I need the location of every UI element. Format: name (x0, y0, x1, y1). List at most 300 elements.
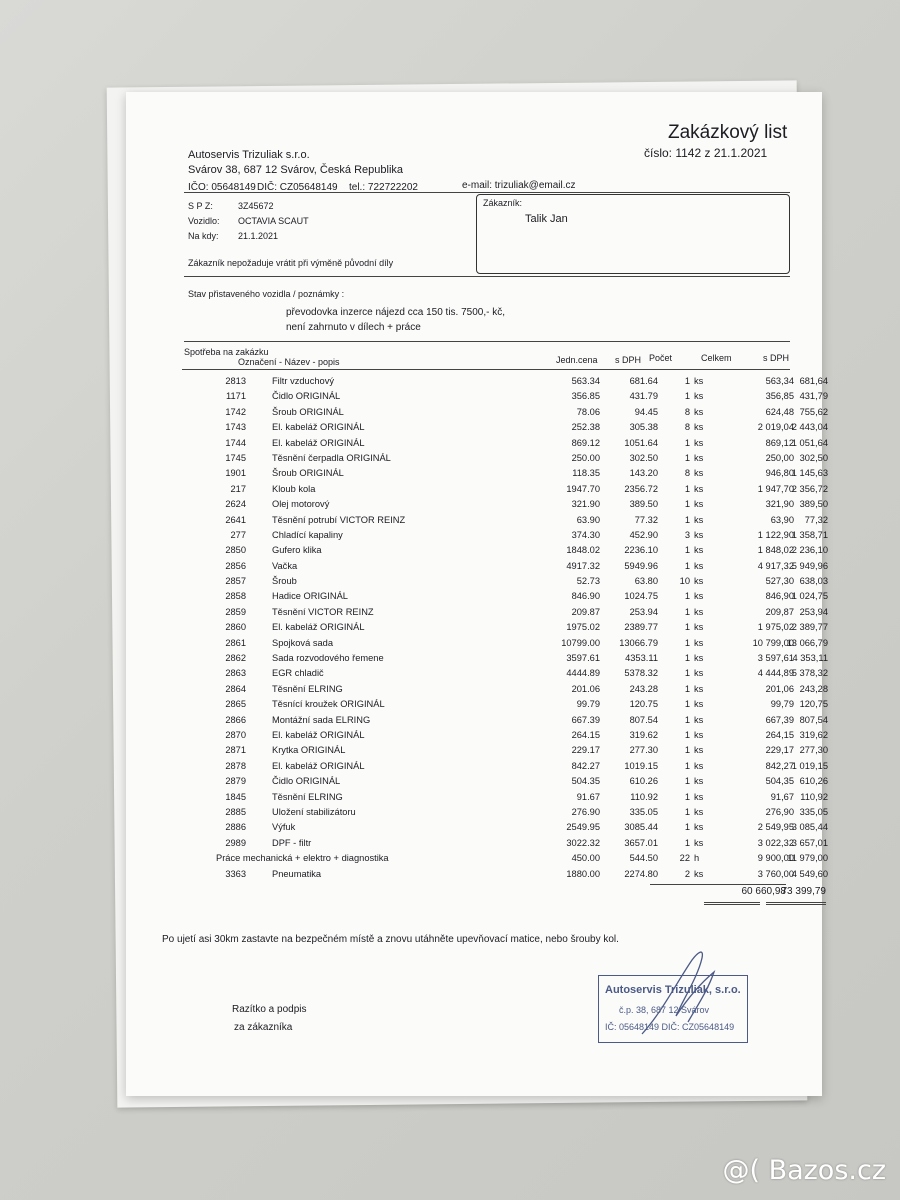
item-total-vat: 431,79 (799, 391, 828, 402)
item-unit-price: 504.35 (571, 776, 600, 787)
item-total-vat: 1 019,15 (791, 760, 828, 771)
item-unit-vat: 13066.79 (619, 637, 658, 648)
item-code: 2989 (225, 837, 246, 848)
table-row (126, 837, 828, 853)
item-name: Montážní sada ELRING (272, 714, 371, 725)
item-total-vat: 110,92 (800, 791, 828, 802)
item-total: 3 597,61 (757, 653, 794, 664)
item-total: 563,34 (765, 376, 794, 386)
item-name: Olej motorový (272, 499, 330, 510)
return-parts-note: Zákazník nepožaduje vrátit při výměně původní díly (188, 258, 394, 268)
item-unit-price: 118.35 (572, 468, 600, 479)
table-row (126, 729, 828, 745)
item-total-vat: 13 066,79 (786, 637, 828, 648)
item-total: 91,67 (770, 791, 794, 802)
item-name: Pneumatika (272, 868, 322, 879)
item-unit: ks (694, 622, 704, 633)
item-total-vat: 3 085,44 (791, 822, 828, 833)
item-unit-vat: 431.79 (629, 391, 658, 402)
signature-scribble (632, 942, 732, 1042)
item-qty: 1 (684, 683, 690, 694)
item-total-vat: 2 389,77 (791, 622, 828, 633)
sum-total-vat: 73 399,79 (781, 886, 826, 897)
item-unit: ks (694, 776, 704, 787)
item-total: 209,87 (765, 606, 794, 617)
item-code: 1745 (225, 452, 246, 463)
item-unit: ks (694, 376, 704, 386)
item-unit: ks (694, 729, 704, 740)
item-unit-vat: 63.80 (634, 576, 658, 587)
item-total-vat: 1 145,63 (791, 468, 828, 479)
item-total: 1 947,70 (757, 483, 794, 494)
item-total: 3 022,32 (757, 837, 794, 848)
order-number: číslo: 1142 z 21.1.2021 (644, 146, 768, 160)
sum-underline (704, 902, 760, 905)
item-total-vat: 2 443,04 (791, 422, 828, 433)
item-unit-price: 63.90 (576, 514, 600, 525)
item-qty: 1 (684, 452, 690, 463)
item-unit-price: 374.30 (571, 529, 600, 540)
item-name: Šroub ORIGINÁL (272, 406, 344, 417)
item-code: 2641 (225, 514, 246, 525)
stamp-ids: IČ: 05648149 DIČ: CZ05648149 (605, 1022, 735, 1032)
table-row (126, 591, 828, 606)
item-total: 2 019,04 (757, 422, 794, 433)
item-unit: ks (694, 514, 704, 525)
item-code: 2624 (225, 499, 246, 510)
item-code: 2861 (225, 637, 246, 648)
table-row (126, 791, 828, 807)
item-name: Krytka ORIGINÁL (272, 745, 346, 756)
item-unit-price: 4917.32 (566, 560, 600, 571)
item-qty: 8 (684, 468, 690, 479)
bazos-watermark: @( Bazos.cz (722, 1155, 886, 1186)
table-row (126, 637, 828, 653)
item-total: 842,27 (765, 760, 794, 771)
item-unit-price: 52.73 (576, 576, 600, 587)
item-total: 1 848,02 (757, 545, 794, 556)
item-code: 2859 (225, 606, 246, 617)
item-total-vat: 3 657,01 (791, 837, 828, 848)
item-name: DPF - filtr (272, 837, 312, 848)
item-qty: 1 (684, 806, 690, 817)
company-ico: IČO: 05648149 (188, 182, 256, 193)
company-tel: tel.: 722722202 (349, 182, 418, 193)
table-row (126, 514, 828, 530)
table-row (126, 822, 828, 837)
document-title: Zakázkový list (668, 122, 788, 143)
item-unit-vat: 253.94 (629, 606, 658, 617)
item-unit-price: 563.34 (571, 376, 600, 386)
item-code: 1744 (225, 437, 246, 448)
totals-divider (650, 884, 786, 885)
table-row (126, 745, 828, 760)
item-qty: 1 (684, 637, 690, 648)
items-table (126, 376, 828, 884)
item-unit-vat: 5378.32 (624, 668, 658, 679)
item-unit-price: 450.00 (571, 853, 600, 864)
item-code: 2857 (225, 576, 246, 587)
item-unit-vat: 1019.15 (624, 760, 658, 771)
wheel-warning: Po ujetí asi 30km zastavte na bezpečném místě a znovu utáhněte upevňovací matice, nebo šrouby kol. (162, 934, 619, 945)
table-row (126, 668, 828, 683)
item-name: Čidlo ORIGINÁL (272, 391, 341, 402)
table-row (126, 437, 828, 453)
item-name: Sada rozvodového řemene (272, 653, 384, 664)
item-name: Gufero klika (272, 545, 322, 556)
spz-value: 3Z45672 (238, 201, 274, 211)
item-name: Těsnící kroužek ORIGINÁL (272, 699, 385, 710)
remarks-label: Stav přistaveného vozidla / poznámky : (188, 289, 345, 299)
item-code: 2885 (225, 806, 246, 817)
stamp-address: č.p. 38, 687 12 Svárov (619, 1005, 710, 1015)
item-qty: 1 (684, 622, 690, 633)
item-unit: ks (694, 437, 704, 448)
item-qty: 8 (684, 422, 690, 433)
item-qty: 1 (684, 606, 690, 617)
item-unit: ks (694, 483, 704, 494)
company-dic: DIČ: CZ05648149 (257, 182, 338, 193)
table-row (126, 483, 828, 499)
item-code: 2860 (225, 622, 246, 633)
item-unit-vat: 335.05 (629, 806, 658, 817)
remarks-line-2: není zahrnuto v dílech + práce (286, 322, 421, 333)
item-unit-vat: 143.20 (629, 468, 658, 479)
item-qty: 1 (684, 745, 690, 756)
customer-box (476, 194, 790, 274)
header-unit-price: Jedn.cena (556, 355, 598, 365)
item-total: 846,90 (765, 591, 794, 602)
table-row (126, 622, 828, 637)
item-unit: ks (694, 868, 704, 879)
item-unit-price: 229.17 (571, 745, 600, 756)
table-row (126, 653, 828, 668)
item-total: 276,90 (765, 806, 794, 817)
item-unit-vat: 302.50 (629, 452, 658, 463)
item-unit-vat: 2236.10 (624, 545, 658, 556)
item-unit: h (694, 853, 700, 864)
item-name: Kloub kola (272, 483, 316, 494)
item-total-vat: 2 236,10 (791, 545, 828, 556)
vehicle-label: Vozidlo: (188, 216, 220, 226)
item-unit-price: 1880.00 (566, 868, 600, 879)
item-qty: 22 (679, 853, 690, 864)
table-row (126, 468, 828, 483)
item-unit-price: 3022.32 (566, 837, 600, 848)
item-qty: 1 (684, 791, 690, 802)
item-qty: 1 (684, 668, 690, 679)
item-name: Šroub ORIGINÁL (272, 468, 344, 479)
item-total-vat: 4 549,60 (791, 868, 828, 879)
item-total-vat: 4 353,11 (792, 653, 828, 664)
item-total-vat: 77,32 (804, 514, 828, 525)
item-code: 2858 (225, 591, 246, 602)
item-qty: 3 (684, 529, 690, 540)
item-name: El. kabeláž ORIGINÁL (272, 422, 365, 433)
table-row (126, 714, 828, 730)
item-code: 2864 (225, 683, 246, 694)
item-total-vat: 243,28 (799, 683, 828, 694)
item-total: 201,06 (765, 683, 794, 694)
item-qty: 1 (684, 437, 690, 448)
item-total: 63,90 (770, 514, 794, 525)
item-unit: ks (694, 422, 704, 433)
item-code: 1845 (225, 791, 246, 802)
item-code: 1742 (225, 406, 246, 417)
header-name: Označení - Název - popis (238, 357, 340, 367)
item-unit-price: 846.90 (571, 591, 600, 602)
item-name: Výfuk (272, 822, 296, 833)
item-unit-vat: 77.32 (634, 514, 658, 525)
item-code: 2878 (225, 760, 246, 771)
item-unit: ks (694, 806, 704, 817)
item-name: Těsnění potrubí VICTOR REINZ (272, 514, 406, 525)
stamp-name: Autoservis Trizuliak, s.r.o. (605, 984, 741, 996)
table-row (126, 391, 828, 406)
item-total: 4 444,89 (757, 668, 794, 679)
item-qty: 1 (684, 776, 690, 787)
item-name: Těsnění čerpadla ORIGINÁL (272, 452, 391, 463)
item-code: 217 (230, 483, 246, 494)
header-qty: Počet (649, 353, 673, 363)
item-unit-vat: 3085.44 (624, 822, 658, 833)
item-unit-vat: 544.50 (629, 853, 658, 864)
item-code: 1901 (225, 468, 246, 479)
item-name: Chladící kapaliny (272, 529, 343, 540)
item-unit-vat: 4353.11 (625, 653, 658, 664)
item-unit-vat: 1024.75 (624, 591, 658, 602)
item-code: 2863 (225, 668, 246, 679)
sum-vat-underline (766, 902, 826, 905)
item-name: Těsnění ELRING (272, 683, 343, 694)
item-unit: ks (694, 791, 704, 802)
item-total-vat: 1 051,64 (791, 437, 828, 448)
table-row (126, 529, 828, 545)
item-unit-price: 3597.61 (566, 653, 600, 664)
item-unit: ks (694, 391, 704, 402)
item-total: 504,35 (765, 776, 794, 787)
table-row (126, 699, 828, 714)
item-name: Vačka (272, 560, 298, 571)
item-total-vat: 335,05 (799, 806, 828, 817)
item-name: Těsnění ELRING (272, 791, 343, 802)
item-unit-vat: 319.62 (629, 729, 658, 740)
item-unit-price: 264.15 (571, 729, 600, 740)
item-total-vat: 11 979,00 (787, 853, 828, 864)
item-unit-price: 276.90 (571, 806, 600, 817)
item-total-vat: 1 358,71 (791, 529, 828, 540)
item-code: 2866 (225, 714, 246, 725)
company-name: Autoservis Trizuliak s.r.o. (188, 149, 310, 161)
item-qty: 10 (679, 576, 690, 587)
item-qty: 1 (684, 760, 690, 771)
item-unit: ks (694, 591, 704, 602)
item-unit-price: 4444.89 (566, 668, 600, 679)
item-total: 946,80 (765, 468, 794, 479)
item-qty: 1 (684, 729, 690, 740)
item-unit-price: 356.85 (571, 391, 600, 402)
item-total-vat: 610,26 (799, 776, 828, 787)
item-unit-price: 1947.70 (566, 483, 600, 494)
item-name: EGR chladič (272, 668, 324, 679)
header-divider (184, 192, 790, 193)
spz-label: S P Z: (188, 201, 213, 211)
item-qty: 1 (684, 376, 690, 386)
item-unit: ks (694, 560, 704, 571)
item-total-vat: 2 356,72 (791, 483, 828, 494)
item-total-vat: 807,54 (799, 714, 828, 725)
item-unit: ks (694, 714, 704, 725)
customer-stamp-label-1: Razítko a podpis (232, 1004, 307, 1015)
item-name: Uložení stabilizátoru (272, 806, 356, 817)
item-code: 3363 (225, 868, 246, 879)
item-unit-price: 78.06 (576, 406, 600, 417)
item-qty: 2 (684, 868, 690, 879)
item-qty: 1 (684, 560, 690, 571)
item-code: 2856 (225, 560, 246, 571)
item-qty: 1 (684, 391, 690, 402)
item-total: 10 799,00 (752, 637, 794, 648)
item-unit: ks (694, 406, 704, 417)
item-total-vat: 302,50 (799, 452, 828, 463)
item-name: Práce mechanická + elektro + diagnostika (216, 853, 389, 864)
table-row (126, 422, 828, 437)
order-sheet (126, 92, 828, 1096)
table-header-divider (182, 369, 790, 370)
item-code: 2862 (225, 653, 246, 664)
item-total: 264,15 (765, 729, 794, 740)
table-row (126, 853, 828, 868)
item-total: 229,17 (765, 745, 794, 756)
item-unit-vat: 452.90 (629, 529, 658, 540)
item-unit-price: 1975.02 (566, 622, 600, 633)
item-unit: ks (694, 653, 704, 664)
item-unit: ks (694, 545, 704, 556)
customer-stamp-label-2: za zákazníka (234, 1022, 293, 1033)
item-unit-vat: 305.38 (629, 422, 658, 433)
table-row (126, 545, 828, 560)
item-qty: 1 (684, 653, 690, 664)
item-unit-price: 1848.02 (566, 545, 600, 556)
item-unit: ks (694, 468, 704, 479)
item-code: 2870 (225, 729, 246, 740)
sum-total: 60 660,98 (741, 886, 786, 897)
header-unit-vat: s DPH (615, 355, 642, 365)
table-row (126, 760, 828, 776)
vehicle-divider (184, 276, 790, 277)
section-label: Spotřeba na zakázku (184, 347, 269, 357)
item-code: 2886 (225, 822, 246, 833)
item-qty: 1 (684, 837, 690, 848)
item-unit-price: 201.06 (571, 683, 600, 694)
remarks-divider (184, 341, 790, 342)
date-label: Na kdy: (188, 231, 219, 241)
item-qty: 1 (684, 699, 690, 710)
item-unit-vat: 2274.80 (624, 868, 658, 879)
item-unit: ks (694, 529, 704, 540)
item-unit-price: 869.12 (571, 437, 600, 448)
item-total-vat: 319,62 (799, 729, 828, 740)
item-unit-vat: 681.64 (629, 376, 658, 386)
item-total: 356,85 (765, 391, 794, 402)
item-total-vat: 120,75 (799, 699, 828, 710)
table-row (126, 499, 828, 514)
item-unit-vat: 5949.96 (624, 560, 658, 571)
item-total-vat: 253,94 (799, 606, 828, 617)
item-qty: 1 (684, 714, 690, 725)
item-unit: ks (694, 606, 704, 617)
item-total-vat: 681,64 (799, 376, 828, 386)
item-name: El. kabeláž ORIGINÁL (272, 437, 365, 448)
item-name: El. kabeláž ORIGINÁL (272, 760, 365, 771)
item-unit-vat: 610.26 (629, 776, 658, 787)
item-total: 250,00 (765, 452, 794, 463)
table-row (126, 452, 828, 468)
item-unit: ks (694, 745, 704, 756)
item-total-vat: 277,30 (799, 745, 828, 756)
item-total-vat: 389,50 (799, 499, 828, 510)
item-total: 99,79 (770, 699, 794, 710)
table-row (126, 606, 828, 622)
company-address: Svárov 38, 687 12 Svárov, Česká Republika (188, 164, 404, 176)
item-unit-vat: 120.75 (629, 699, 658, 710)
item-total: 4 917,32 (757, 560, 794, 571)
table-row (126, 806, 828, 822)
item-total: 869,12 (765, 437, 794, 448)
company-email: e-mail: trizuliak@email.cz (462, 180, 576, 191)
item-name: Těsnění VICTOR REINZ (272, 606, 374, 617)
table-row (126, 776, 828, 791)
table-row (126, 406, 828, 422)
table-row (126, 683, 828, 699)
item-qty: 8 (684, 406, 690, 417)
item-unit: ks (694, 683, 704, 694)
item-unit-vat: 277.30 (629, 745, 658, 756)
item-unit-price: 209.87 (571, 606, 600, 617)
item-total: 527,30 (765, 576, 794, 587)
table-row (126, 560, 828, 576)
item-qty: 1 (684, 499, 690, 510)
item-total-vat: 5 378,32 (791, 668, 828, 679)
vehicle-value: OCTAVIA SCAUT (238, 216, 309, 226)
item-qty: 1 (684, 822, 690, 833)
item-qty: 1 (684, 514, 690, 525)
item-total-vat: 5 949,96 (791, 560, 828, 571)
item-code: 2850 (225, 545, 246, 556)
item-unit: ks (694, 499, 704, 510)
item-unit-price: 10799.00 (561, 637, 600, 648)
item-unit-vat: 110.92 (630, 791, 658, 802)
date-value: 21.1.2021 (238, 231, 279, 241)
item-unit-vat: 2356.72 (624, 483, 658, 494)
item-unit: ks (694, 699, 704, 710)
item-code: 2871 (225, 745, 246, 756)
item-unit-price: 91.67 (576, 791, 600, 802)
item-code: 2879 (225, 776, 246, 787)
item-total-vat: 1 024,75 (791, 591, 828, 602)
item-name: Čidlo ORIGINÁL (272, 776, 341, 787)
header-total: Celkem (701, 353, 732, 363)
item-code: 1743 (225, 422, 246, 433)
item-unit-price: 99.79 (576, 699, 600, 710)
item-name: Hadice ORIGINÁL (272, 591, 348, 602)
item-unit-vat: 2389.77 (624, 622, 658, 633)
item-unit: ks (694, 452, 704, 463)
item-qty: 1 (684, 545, 690, 556)
item-unit-price: 250.00 (571, 452, 600, 463)
item-name: El. kabeláž ORIGINÁL (272, 622, 365, 633)
item-code: 277 (230, 529, 246, 540)
